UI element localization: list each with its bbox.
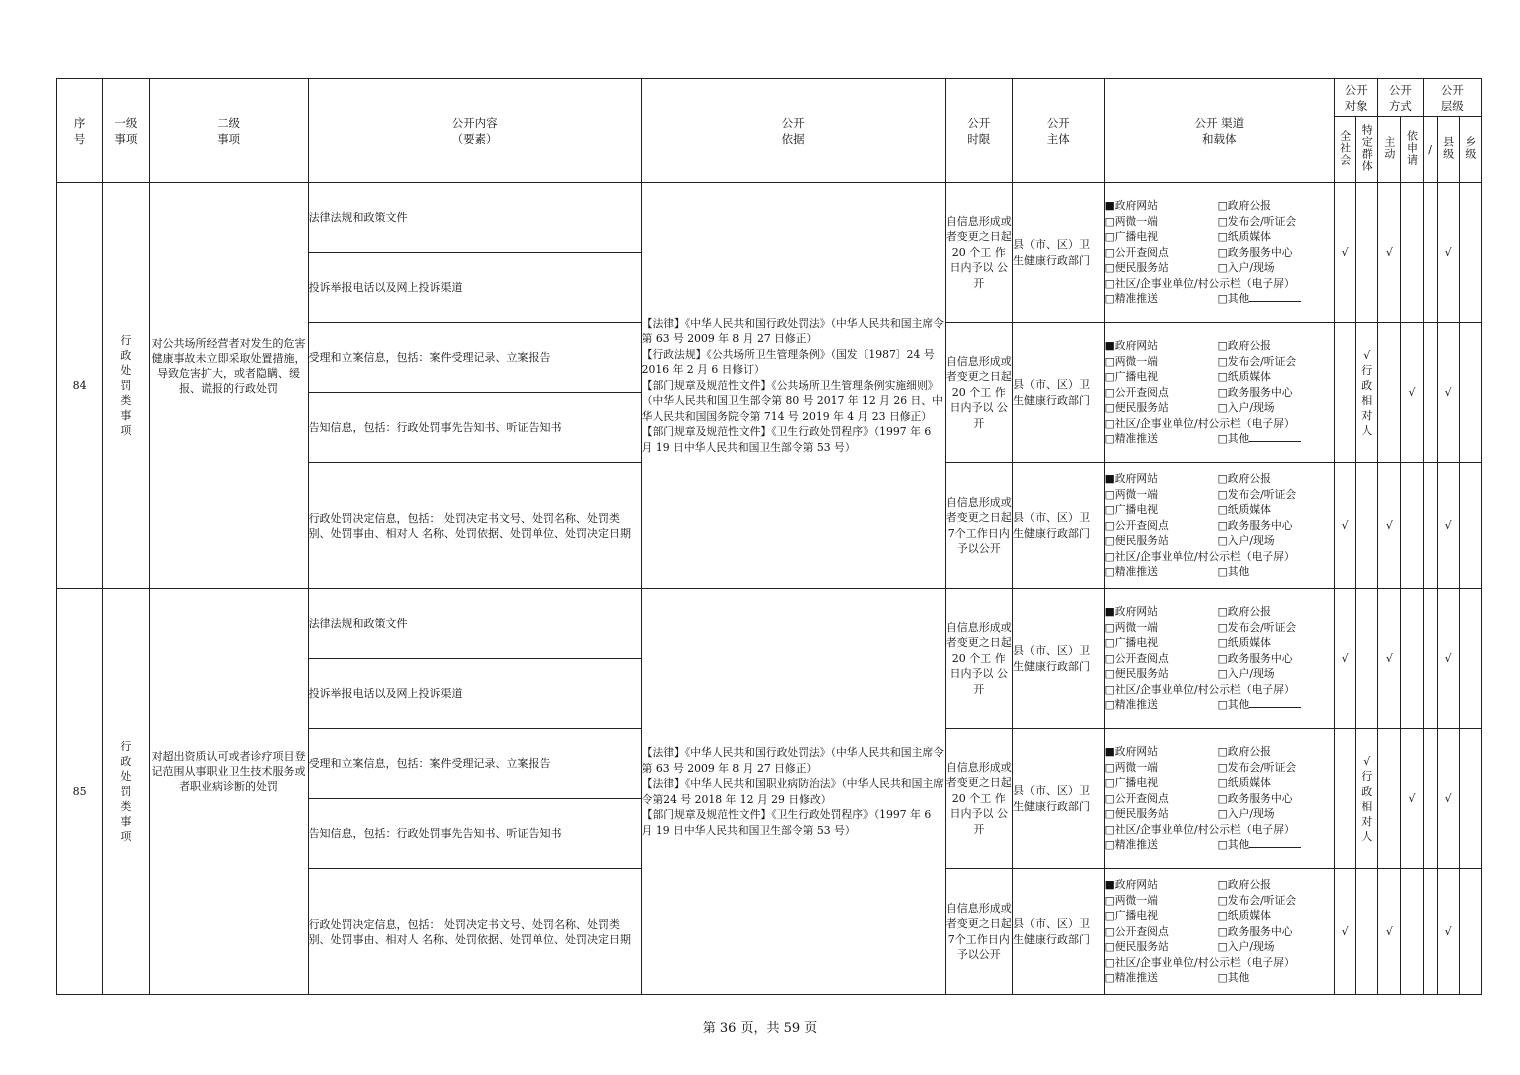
header-content [308, 79, 641, 183]
channel-option: □发布会/听证会 [1217, 760, 1297, 774]
channel-row [1105, 635, 1334, 651]
channel-option: □社区/企事业单位/村公示栏（电子屏） [1104, 955, 1295, 969]
subject-cell [1012, 729, 1104, 869]
mark-township-cell [1459, 463, 1481, 589]
channel-option-other: □其他 [1217, 971, 1250, 985]
channel-option-other: □其他 [1217, 698, 1250, 712]
channel-option: □社区/企事业单位/村公示栏（电子屏） [1104, 822, 1295, 836]
header-method-group-text: 公开 方式 [1388, 82, 1412, 113]
channel-row [1105, 198, 1334, 214]
content-cell [308, 323, 641, 393]
channel-option: □政务服务中心 [1217, 518, 1293, 532]
channel-row [1105, 338, 1334, 354]
mark-county: √ [1444, 246, 1452, 259]
channel-row [1105, 533, 1334, 549]
channel-option: □精准推送 [1104, 698, 1158, 712]
content-text: 告知信息，包括：行政处罚事先告知书、听证告知书 [308, 827, 562, 840]
channel-row [1105, 893, 1334, 909]
channel-option: □入户/现场 [1217, 807, 1275, 821]
mark-county: √ [1444, 925, 1452, 938]
channel-row [1105, 400, 1334, 416]
channel-option: □广播电视 [1104, 230, 1158, 244]
channel-row [1105, 924, 1334, 940]
channel-option: □两微一端 [1104, 760, 1158, 774]
channel-option: □纸质媒体 [1217, 503, 1271, 517]
channel-option: □入户/现场 [1217, 261, 1275, 275]
channel-option: ■政府网站 [1104, 878, 1158, 892]
channel-row [1105, 385, 1334, 401]
header-target-group-text: 公开 对象 [1344, 82, 1368, 113]
channel-option: □入户/现场 [1217, 534, 1275, 548]
channel-option: □纸质媒体 [1217, 230, 1271, 244]
period-text: 自信息形成或者变更之日起 20 个工 作 日内予以 公开 [945, 620, 1012, 696]
content-cell [308, 253, 641, 323]
disclosure-table-container [56, 78, 1482, 995]
subject-cell [1012, 183, 1104, 323]
channel-option: □便民服务站 [1104, 807, 1169, 821]
basis-text: 【法律】《中华人民共和国行政处罚法》（中华人民共和国主席令第 63 号 2009 年 8 月 27 日修正） 【法律】《中华人民共和国职业病防治法》（中华人民共和国主席令第24 号 2018 年 12 月 29 日修改） 【部门规章及规范性文件】《卫生行政处罚程序》（1997 年 6 月 19 日中华人民共和国卫生部令第 53 号） [641, 746, 944, 837]
channel-option: □社区/企事业单位/村公示栏（电子屏） [1104, 276, 1295, 290]
channel-row [1105, 260, 1334, 276]
mark-active-cell [1378, 729, 1401, 869]
disclosure-table [56, 78, 1482, 995]
channel-option: □政府公报 [1217, 339, 1271, 353]
channel-option: □纸质媒体 [1217, 776, 1271, 790]
header-slash [1423, 117, 1437, 183]
subject-cell [1012, 323, 1104, 463]
seq-cell [57, 589, 103, 995]
header-township [1459, 117, 1481, 183]
mark-county-cell [1437, 589, 1459, 729]
channel-cell [1104, 323, 1334, 463]
channel-option: □广播电视 [1104, 636, 1158, 650]
header-active [1378, 117, 1401, 183]
header-period-text: 公开 时限 [967, 115, 991, 146]
channel-option: □政府公报 [1217, 745, 1271, 759]
channel-option: □社区/企事业单位/村公示栏（电子屏） [1104, 416, 1295, 430]
content-text: 法律法规和政策文件 [308, 211, 408, 224]
header-specific-group-text: 特定群体 [1360, 123, 1374, 172]
header-level2 [149, 79, 308, 183]
header-level1-text: 一级 事项 [114, 115, 138, 146]
subject-text: 县（市、区）卫 生健康行政部门 [1012, 511, 1090, 540]
subject-cell [1012, 869, 1104, 995]
mark-slash-cell [1423, 323, 1437, 463]
channel-row [1105, 666, 1334, 682]
content-text: 受理和立案信息，包括：案件受理记录、立案报告 [308, 351, 551, 364]
mark-on-request-cell [1401, 589, 1423, 729]
channel-row [1105, 604, 1334, 620]
channel-row [1105, 502, 1334, 518]
channel-option: □广播电视 [1104, 370, 1158, 384]
mark-county-cell [1437, 729, 1459, 869]
period-cell [945, 589, 1012, 729]
mark-specific-group-cell [1356, 463, 1378, 589]
channel-row [1105, 214, 1334, 230]
channel-option: □纸质媒体 [1217, 370, 1271, 384]
mark-township-cell [1459, 323, 1481, 463]
header-county-text: 县级 [1441, 135, 1455, 160]
level1-text: 行政处罚类事项 [120, 740, 132, 843]
table-row [57, 183, 1482, 253]
channel-option: □两微一端 [1104, 214, 1158, 228]
subject-text: 县（市、区）卫 生健康行政部门 [1012, 784, 1090, 813]
mark-on-request-cell [1401, 869, 1423, 995]
channel-option: □两微一端 [1104, 487, 1158, 501]
mark-on-request-cell [1401, 323, 1423, 463]
mark-all-society-cell [1335, 463, 1356, 589]
mark-active-cell [1378, 589, 1401, 729]
basis-cell [641, 183, 945, 589]
period-text: 自信息形成或者变更之日起 20 个工 作 日内予以 公开 [945, 354, 1012, 430]
channel-row [1105, 760, 1334, 776]
channel-option: □广播电视 [1104, 776, 1158, 790]
mark-all-society: √ [1341, 925, 1349, 938]
channel-option: ■政府网站 [1104, 605, 1158, 619]
mark-all-society: √ [1341, 652, 1349, 665]
channel-option: □精准推送 [1104, 292, 1158, 306]
table-body [57, 183, 1482, 995]
mark-specific-group-cell [1356, 589, 1378, 729]
basis-cell [641, 589, 945, 995]
level2-text: 对超出资质认可或者诊疗项目登记范围从事职业卫生技术服务或者职业病诊断的处罚 [151, 750, 306, 793]
header-active-text: 主动 [1382, 135, 1396, 160]
mark-on-request-cell [1401, 463, 1423, 589]
content-cell [308, 463, 641, 589]
content-text: 行政处罚决定信息，包括： 处罚决定书文号、处罚名称、处罚类别、处罚事由、相对人 名称、处罚依据、处罚单位、处罚决定日期 [308, 511, 632, 540]
header-all-society [1335, 117, 1356, 183]
content-cell [308, 869, 641, 995]
mark-active: √ [1385, 246, 1393, 259]
content-cell [308, 393, 641, 463]
mark-active: √ [1385, 652, 1393, 665]
mark-township-cell [1459, 183, 1481, 323]
mark-all-society-cell [1335, 589, 1356, 729]
channel-option: □公开查阅点 [1104, 791, 1169, 805]
channel-option: □精准推送 [1104, 432, 1158, 446]
channel-row [1105, 837, 1334, 853]
mark-county-cell [1437, 869, 1459, 995]
content-cell [308, 729, 641, 799]
header-on-request [1401, 117, 1423, 183]
channel-row [1105, 229, 1334, 245]
header-all-society-text: 全社会 [1338, 129, 1352, 166]
channel-cell [1104, 869, 1334, 995]
channel-row [1105, 564, 1334, 580]
period-cell [945, 869, 1012, 995]
channel-option: □两微一端 [1104, 893, 1158, 907]
mark-county: √ [1444, 386, 1452, 399]
period-text: 自信息形成或者变更之日起7个工作日内予以公开 [945, 495, 1012, 555]
content-text: 投诉举报电话以及网上投诉渠道 [308, 687, 463, 700]
header-method-group [1378, 79, 1423, 117]
channel-row [1105, 775, 1334, 791]
period-text: 自信息形成或者变更之日起 20 个工 作 日内予以 公开 [945, 214, 1012, 290]
channel-option: □公开查阅点 [1104, 245, 1169, 259]
mark-active-cell [1378, 869, 1401, 995]
channel-option: □发布会/听证会 [1217, 354, 1297, 368]
period-cell [945, 729, 1012, 869]
content-text: 行政处罚决定信息，包括： 处罚决定书文号、处罚名称、处罚类别、处罚事由、相对人 名称、处罚依据、处罚单位、处罚决定日期 [308, 917, 632, 946]
channel-cell [1104, 729, 1334, 869]
channel-row [1105, 970, 1334, 986]
header-level-group-text: 公开 层级 [1440, 82, 1464, 113]
channel-option: □政府公报 [1217, 472, 1271, 486]
other-blank-line [1249, 291, 1301, 302]
channel-option-other: □其他 [1217, 432, 1250, 446]
channel-cell [1104, 183, 1334, 323]
channel-row [1105, 877, 1334, 893]
mark-specific-group-cell [1356, 869, 1378, 995]
channel-option: □发布会/听证会 [1217, 893, 1297, 907]
mark-on-request-cell [1401, 183, 1423, 323]
channel-option: □公开查阅点 [1104, 385, 1169, 399]
channel-option: ■政府网站 [1104, 339, 1158, 353]
channel-row [1105, 744, 1334, 760]
channel-row [1105, 939, 1334, 955]
mark-on-request: √ [1408, 792, 1416, 805]
content-cell [308, 589, 641, 659]
channel-option: □发布会/听证会 [1217, 487, 1297, 501]
mark-specific-group-cell [1356, 183, 1378, 323]
mark-all-society: √ [1341, 246, 1349, 259]
period-text: 自信息形成或者变更之日起7个工作日内予以公开 [945, 901, 1012, 961]
period-text: 自信息形成或者变更之日起 20 个工 作 日内予以 公开 [945, 760, 1012, 836]
level1-cell [103, 183, 149, 589]
mark-county: √ [1444, 792, 1452, 805]
mark-specific-group: √行政相对人 [1361, 348, 1373, 437]
content-cell [308, 659, 641, 729]
channel-option: □纸质媒体 [1217, 636, 1271, 650]
other-blank-line [1249, 837, 1301, 848]
channel-option: ■政府网站 [1104, 199, 1158, 213]
header-subject-text: 公开 主体 [1046, 115, 1070, 146]
channel-option: □政务服务中心 [1217, 385, 1293, 399]
channel-row [1105, 620, 1334, 636]
mark-county: √ [1444, 519, 1452, 532]
channel-option: □入户/现场 [1217, 940, 1275, 954]
mark-on-request-cell [1401, 729, 1423, 869]
subject-text: 县（市、区）卫 生健康行政部门 [1012, 238, 1090, 267]
channel-option: □两微一端 [1104, 354, 1158, 368]
channel-option: □政务服务中心 [1217, 791, 1293, 805]
channel-option: □广播电视 [1104, 503, 1158, 517]
channel-option: □便民服务站 [1104, 667, 1169, 681]
header-channel-text: 公开 渠道 和载体 [1194, 115, 1245, 146]
subject-cell [1012, 589, 1104, 729]
header-slash-text: / [1428, 143, 1432, 156]
channel-option: □政务服务中心 [1217, 924, 1293, 938]
mark-specific-group-cell [1356, 323, 1378, 463]
header-basis [641, 79, 945, 183]
channel-option: □发布会/听证会 [1217, 214, 1297, 228]
mark-county-cell [1437, 463, 1459, 589]
channel-row [1105, 369, 1334, 385]
content-text: 法律法规和政策文件 [308, 617, 408, 630]
channel-row [1105, 791, 1334, 807]
content-cell [308, 799, 641, 869]
channel-option: □政府公报 [1217, 605, 1271, 619]
channel-option: ■政府网站 [1104, 472, 1158, 486]
header-seq-text: 序 号 [73, 115, 86, 146]
channel-row [1105, 806, 1334, 822]
other-blank-line [1249, 431, 1301, 442]
header-subject [1012, 79, 1104, 183]
seq-number: 85 [72, 785, 87, 798]
channel-option-other: □其他 [1217, 565, 1250, 579]
content-cell [308, 183, 641, 253]
channel-option: □入户/现场 [1217, 401, 1275, 415]
channel-option: □政府公报 [1217, 199, 1271, 213]
page-footer: 第 36 页，共 59 页 [702, 1021, 818, 1036]
subject-cell [1012, 463, 1104, 589]
channel-cell [1104, 463, 1334, 589]
mark-active: √ [1385, 925, 1393, 938]
mark-county-cell [1437, 183, 1459, 323]
channel-row [1105, 908, 1334, 924]
header-level1 [103, 79, 149, 183]
mark-slash-cell [1423, 463, 1437, 589]
channel-option: □便民服务站 [1104, 940, 1169, 954]
channel-option: ■政府网站 [1104, 745, 1158, 759]
channel-option: □精准推送 [1104, 838, 1158, 852]
mark-township-cell [1459, 729, 1481, 869]
level2-text: 对公共场所经营者对发生的危害健康事故未立即采取处置措施，导致危害扩大，或者隐瞒、缓报、谎报的行政处罚 [151, 336, 306, 395]
channel-option: □政务服务中心 [1217, 651, 1293, 665]
channel-option: □便民服务站 [1104, 534, 1169, 548]
basis-text: 【法律】《中华人民共和国行政处罚法》（中华人民共和国主席令第 63 号 2009 年 8 月 27 日修正） 【行政法规】《公共场所卫生管理条例》（国发〔1987〕24 号 2016 年 2 月 6 日修订） 【部门规章及规范性文件】《公共场所卫生管理条例实施细则》（中华人民共和国卫生部令第 80 号 2017 年 12 月 26 日、中华人民共和国国务院令第 714 号 2019 年 4 月 23 日修正） 【部门规章及规范性文件】《卫生行政处罚程序》（1997 年 6 月 19 日中华人民共和国卫生部令第 53 号） [641, 316, 944, 454]
header-seq [57, 79, 103, 183]
channel-option: □便民服务站 [1104, 401, 1169, 415]
period-cell [945, 463, 1012, 589]
channel-row [1105, 697, 1334, 713]
table-row [57, 589, 1482, 659]
channel-option-other: □其他 [1217, 838, 1250, 852]
channel-option: □便民服务站 [1104, 261, 1169, 275]
mark-slash-cell [1423, 729, 1437, 869]
channel-row [1105, 487, 1334, 503]
channel-option: □精准推送 [1104, 565, 1158, 579]
mark-county: √ [1444, 652, 1452, 665]
mark-active-cell [1378, 463, 1401, 589]
channel-row [1105, 518, 1334, 534]
header-county [1437, 117, 1459, 183]
seq-number: 84 [72, 379, 87, 392]
mark-county-cell [1437, 323, 1459, 463]
channel-option: □社区/企事业单位/村公示栏（电子屏） [1104, 682, 1295, 696]
level2-cell [149, 589, 308, 995]
channel-cell [1104, 589, 1334, 729]
channel-option: □两微一端 [1104, 620, 1158, 634]
mark-on-request: √ [1408, 386, 1416, 399]
header-specific-group [1356, 117, 1378, 183]
mark-township-cell [1459, 589, 1481, 729]
channel-option: □公开查阅点 [1104, 924, 1169, 938]
content-text: 受理和立案信息，包括：案件受理记录、立案报告 [308, 757, 551, 770]
content-text: 投诉举报电话以及网上投诉渠道 [308, 281, 463, 294]
channel-option: □精准推送 [1104, 971, 1158, 985]
header-content-text: 公开内容 （要素） [451, 115, 498, 146]
header-on-request-text: 依申请 [1405, 129, 1419, 166]
header-level2-text: 二级 事项 [217, 115, 241, 146]
mark-active: √ [1385, 519, 1393, 532]
mark-slash-cell [1423, 869, 1437, 995]
period-cell [945, 323, 1012, 463]
mark-all-society-cell [1335, 729, 1356, 869]
channel-row [1105, 651, 1334, 667]
subject-text: 县（市、区）卫 生健康行政部门 [1012, 378, 1090, 407]
channel-option: □社区/企事业单位/村公示栏（电子屏） [1104, 549, 1295, 563]
channel-option: □纸质媒体 [1217, 909, 1271, 923]
header-township-text: 乡级 [1463, 135, 1477, 160]
header-level-group [1423, 79, 1481, 117]
mark-specific-group-cell [1356, 729, 1378, 869]
channel-option: □政务服务中心 [1217, 245, 1293, 259]
channel-option: □公开查阅点 [1104, 518, 1169, 532]
level2-cell [149, 183, 308, 589]
subject-text: 县（市、区）卫 生健康行政部门 [1012, 917, 1090, 946]
mark-all-society-cell [1335, 323, 1356, 463]
mark-slash-cell [1423, 589, 1437, 729]
content-text: 告知信息，包括：行政处罚事先告知书、听证告知书 [308, 421, 562, 434]
header-basis-text: 公开 依据 [781, 115, 805, 146]
header-channel [1104, 79, 1334, 183]
mark-township-cell [1459, 869, 1481, 995]
mark-all-society-cell [1335, 183, 1356, 323]
channel-option: □公开查阅点 [1104, 651, 1169, 665]
header-target-group [1335, 79, 1378, 117]
channel-option: □入户/现场 [1217, 667, 1275, 681]
mark-slash-cell [1423, 183, 1437, 323]
header-period [945, 79, 1012, 183]
period-cell [945, 183, 1012, 323]
level1-cell [103, 589, 149, 995]
other-blank-line [1249, 697, 1301, 708]
mark-all-society-cell [1335, 869, 1356, 995]
mark-active-cell [1378, 183, 1401, 323]
mark-active-cell [1378, 323, 1401, 463]
channel-option: □广播电视 [1104, 909, 1158, 923]
mark-all-society: √ [1341, 519, 1349, 532]
channel-option: □政府公报 [1217, 878, 1271, 892]
level1-text: 行政处罚类事项 [120, 334, 132, 437]
channel-row [1105, 354, 1334, 370]
mark-specific-group: √行政相对人 [1361, 754, 1373, 843]
channel-row [1105, 431, 1334, 447]
subject-text: 县（市、区）卫 生健康行政部门 [1012, 644, 1090, 673]
channel-option: □发布会/听证会 [1217, 620, 1297, 634]
seq-cell [57, 183, 103, 589]
channel-row [1105, 291, 1334, 307]
channel-option-other: □其他 [1217, 292, 1250, 306]
channel-row [1105, 245, 1334, 261]
channel-row [1105, 471, 1334, 487]
